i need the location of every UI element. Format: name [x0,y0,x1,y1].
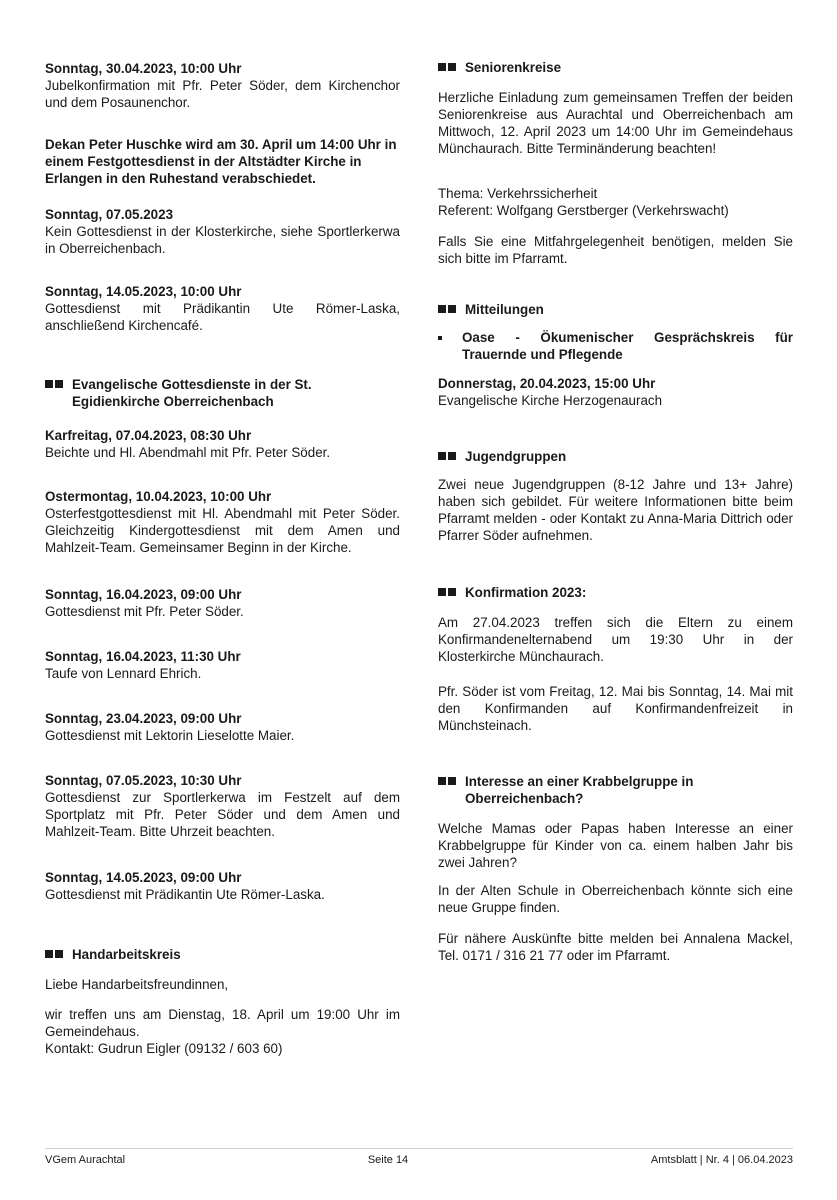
footer-issue: Amtsblatt | Nr. 4 | 06.04.2023 [650,1154,793,1166]
service-entry [45,586,400,620]
heading-marker-icon [438,305,456,313]
topic-line: Thema: Verkehrssicherheit [438,186,598,201]
service-date: Sonntag, 14.05.2023, 10:00 Uhr [45,284,242,299]
contact-line: Kontakt: Gudrun Eigler (09132 / 603 60) [45,1041,283,1056]
event-date: Donnerstag, 20.04.2023, 15:00 Uhr [438,376,656,391]
service-date: Sonntag, 16.04.2023, 11:30 Uhr [45,649,241,664]
section-title: Interesse an einer Krabbelgruppe in Oberreichenbach? [465,774,694,806]
service-text: Gottesdienst mit Lektorin Lieselotte Maier. [45,728,295,743]
service-date: Sonntag, 16.04.2023, 09:00 Uhr [45,587,242,602]
service-date: Ostermontag, 10.04.2023, 10:00 Uhr [45,489,272,504]
section-heading [438,448,793,465]
paragraph [438,185,793,219]
service-date: Sonntag, 30.04.2023, 10:00 Uhr [45,61,242,76]
paragraph: Liebe Handarbeitsfreundinnen, [45,977,229,992]
paragraph: Für nähere Auskünfte bitte melden bei Annalena Mackel, Tel. 0171 / 316 21 77 oder im Pfarramt. [438,931,793,963]
heading-marker-icon [45,380,63,388]
heading-marker-icon [438,588,456,596]
speaker-line: Referent: Wolfgang Gerstberger (Verkehrswacht) [438,203,729,218]
service-entry [45,710,400,744]
paragraph: Falls Sie eine Mitfahrgelegenheit benötigen, melden Sie sich bitte im Pfarramt. [438,234,793,266]
section-heading [438,773,793,807]
service-date: Sonntag, 07.05.2023, 10:30 Uhr [45,773,242,788]
paragraph: wir treffen uns am Dienstag, 18. April um 19:00 Uhr im Gemeindehaus. [45,1007,400,1039]
bullet-text: Oase - Ökumenischer Gesprächskreis für Trauernde und Pflegende [462,330,793,362]
service-entry [45,772,400,840]
service-date: Karfreitag, 07.04.2023, 08:30 Uhr [45,428,252,443]
event-text: Evangelische Kirche Herzogenaurach [438,393,663,408]
event-entry [438,375,793,409]
service-date: Sonntag, 23.04.2023, 09:00 Uhr [45,711,242,726]
heading-marker-icon [438,452,456,460]
section-title: Konfirmation 2023: [465,585,587,600]
page-footer [45,1148,793,1169]
section-heading [45,376,400,410]
paragraph: Pfr. Söder ist vom Freitag, 12. Mai bis Sonntag, 14. Mai mit den Konfirmanden auf Konfirmandenfreizeit in Münchsteinach. [438,684,793,733]
service-text: Osterfestgottesdienst mit Hl. Abendmahl mit Peter Söder. Gleichzeitig Kindergottesdienst mit dem Amen und Mahlzeit-Team. Gemeinsamer Beginn in der Kirche. [45,506,400,555]
service-text: Gottesdienst mit Prädikantin Ute Römer-Laska, anschließend Kirchencafé. [45,301,400,333]
section-title: Evangelische Gottesdienste in der St. Egidienkirche Oberreichenbach [72,377,312,409]
service-text: Kein Gottesdienst in der Klosterkirche, siehe Sportlerkerwa in Oberreichenbach. [45,224,400,256]
service-date: Sonntag, 07.05.2023 [45,207,174,222]
paragraph: Welche Mamas oder Papas haben Interesse an einer Krabbelgruppe für Kinder von ca. einem halben Jahr bis zwei Jahren? [438,821,793,870]
section-title: Handarbeitskreis [72,947,181,962]
notice-text: Dekan Peter Huschke wird am 30. April um 14:00 Uhr in einem Festgottesdienst in der Altstädter Kirche in Erlangen in den Ruhestand verabschiedet. [45,137,397,186]
section-heading [438,301,793,318]
page-number: Seite 14 [367,1154,409,1166]
section-title: Mitteilungen [465,302,544,317]
section-title: Jugendgruppen [465,449,567,464]
service-entry [45,283,400,334]
paragraph: In der Alten Schule in Oberreichenbach könnte sich eine neue Gruppe finden. [438,883,793,915]
service-entry [45,206,400,257]
section-heading [45,946,400,963]
service-entry [45,60,400,111]
bullet-item [438,329,793,363]
section-heading [438,59,793,76]
section-title: Seniorenkreise [465,60,562,75]
service-text: Gottesdienst mit Prädikantin Ute Römer-Laska. [45,887,325,902]
paragraph: Zwei neue Jugendgruppen (8-12 Jahre und 13+ Jahre) haben sich gebildet. Für weitere Informationen bitte beim Pfarramt melden - oder Kontakt zu Anna-Maria Dittrich oder Pfarrer Söder aufnehmen. [438,477,793,543]
heading-marker-icon [438,63,456,71]
heading-marker-icon [438,777,456,785]
footer-publisher: VGem Aurachtal [45,1154,126,1166]
service-text: Gottesdienst mit Pfr. Peter Söder. [45,604,244,619]
bullet-icon [438,336,442,340]
heading-marker-icon [45,950,63,958]
section-heading [438,584,793,601]
service-text: Beichte und Hl. Abendmahl mit Pfr. Peter Söder. [45,445,331,460]
service-entry [45,427,400,461]
paragraph: Am 27.04.2023 treffen sich die Eltern zu einem Konfirmandenelternabend um 19:30 Uhr in der Klosterkirche Münchaurach. [438,615,793,664]
service-entry [45,648,400,682]
service-date: Sonntag, 14.05.2023, 09:00 Uhr [45,870,242,885]
service-text: Jubelkonfirmation mit Pfr. Peter Söder, dem Kirchenchor und dem Posaunenchor. [45,78,400,110]
service-text: Taufe von Lennard Ehrich. [45,666,202,681]
service-entry [45,488,400,556]
paragraph: Herzliche Einladung zum gemeinsamen Treffen der beiden Seniorenkreise aus Aurachtal und Oberreichenbach am Mittwoch, 12. April 2023 um 14:00 Uhr im Gemeindehaus Münchaurach. Bitte Terminänderung beachten! [438,90,793,156]
service-text: Gottesdienst zur Sportlerkerwa im Festzelt auf dem Sportplatz mit Pfr. Peter Söder und dem Amen und Mahlzeit-Team. Bitte Uhrzeit beachten. [45,790,400,839]
service-entry [45,869,400,903]
